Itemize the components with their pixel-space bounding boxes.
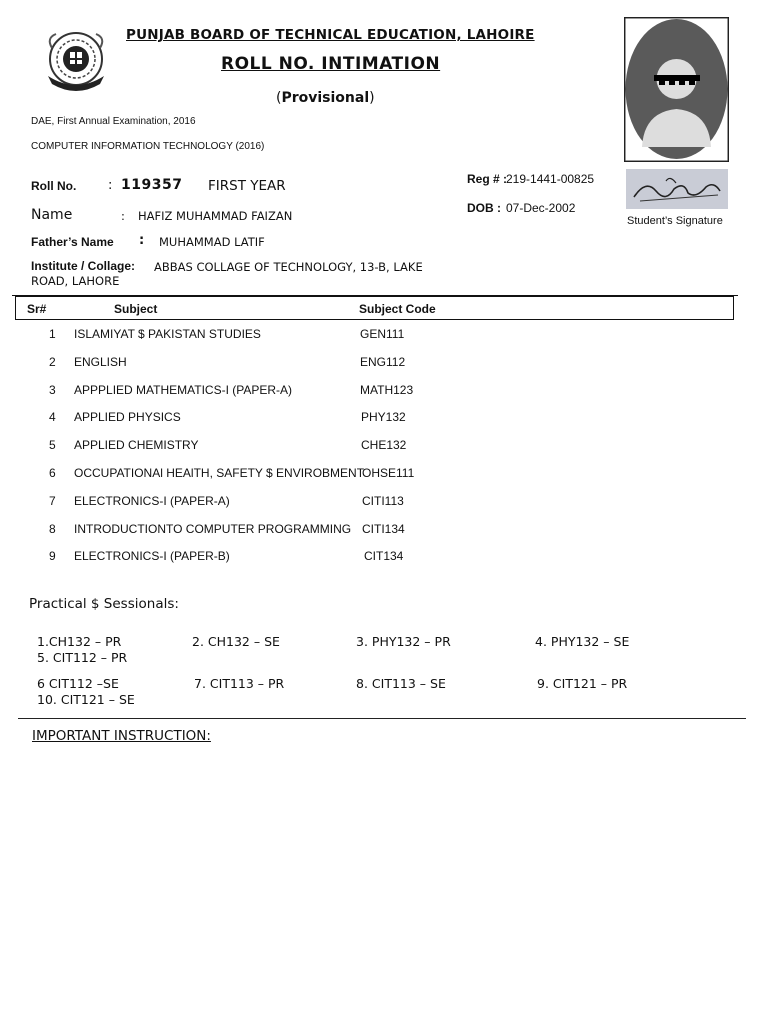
row-subject: APPLIED CHEMISTRY: [74, 438, 199, 453]
board-name: PUNJAB BOARD OF TECHNICAL EDUCATION, LAHOIRE: [126, 27, 535, 43]
header-subject: Subject: [114, 302, 158, 316]
practical-item: 4. PHY132 – SE: [535, 634, 630, 649]
important-instruction-heading: IMPORTANT INSTRUCTION:: [32, 728, 211, 744]
signature-caption: Student’s Signature: [627, 215, 723, 227]
row-sr: 3: [49, 382, 56, 397]
row-subject: ISLAMIYAT $ PAKISTAN STUDIES: [74, 327, 261, 341]
header-sr: Sr#: [27, 302, 47, 316]
institute-label: Institute / Collage:: [31, 259, 136, 273]
table-row: [0, 522, 768, 542]
header-subject-code: Subject Code: [359, 302, 436, 316]
row-sr: 8: [49, 521, 56, 536]
row-subject: OCCUPATIONAl HEAlTH, SAFETY $ ENVIROBMENT: [74, 466, 365, 480]
document-title: ROLL NO. INTIMATION: [221, 54, 441, 74]
practical-item: 1.CH132 – PR: [37, 634, 122, 649]
table-row: [0, 327, 768, 347]
row-subject-code: MATH123: [360, 382, 414, 397]
row-subject-code: CITI134: [362, 521, 405, 536]
table-row: [0, 549, 768, 569]
institute-line-2: ROAD, LAHORE: [31, 274, 120, 288]
father-name: MUHAMMAD LATIF: [159, 235, 265, 249]
student-signature: [626, 169, 728, 209]
row-subject: ELECTRONICS-I (PAPER-A): [74, 493, 230, 508]
institute-line-1: ABBAS COLLAGE OF TECHNOLOGY, 13-B, LAKE: [154, 260, 423, 274]
row-subject: INTRODUCTIONTO COMPUTER PROGRAMMING: [74, 521, 352, 536]
row-subject-code: CHE132: [361, 438, 407, 453]
row-sr: 4: [49, 410, 56, 425]
section-divider: [18, 718, 746, 719]
roll-no-label: Roll No.: [31, 179, 77, 193]
practical-item: 3. PHY132 – PR: [356, 634, 451, 649]
row-subject-code: CITI113: [362, 493, 404, 508]
table-row: [0, 383, 768, 403]
program-name: COMPUTER INFORMATION TECHNOLOGY (2016): [31, 141, 265, 152]
row-sr: 7: [49, 493, 56, 508]
table-row: [0, 355, 768, 375]
dob-value: 07-Dec-2002: [506, 201, 576, 215]
practical-item: 10. CIT121 – SE: [37, 692, 135, 707]
table-row: [0, 466, 768, 486]
row-sr: 5: [49, 438, 56, 453]
subjects-table-header: [15, 296, 734, 320]
roll-no-value: 119357: [121, 177, 183, 193]
practical-item: 6 CIT112 –SE: [37, 676, 119, 691]
row-sr: 2: [49, 354, 56, 369]
student-photo: [624, 17, 729, 162]
reg-number: 219-1441-00825: [506, 172, 595, 186]
practical-item: 9. CIT121 – PR: [537, 676, 628, 691]
practical-item: 2. CH132 – SE: [192, 634, 280, 649]
table-row: [0, 410, 768, 430]
table-row: [0, 494, 768, 514]
row-sr: 9: [49, 549, 56, 564]
father-name-separator: :: [139, 233, 145, 248]
student-name: HAFIZ MUHAMMAD FAIZAN: [138, 209, 293, 223]
reg-label: Reg # :: [467, 172, 508, 186]
row-subject-code: ENG112: [360, 354, 406, 369]
father-name-label: Father’s Name: [31, 235, 114, 249]
row-subject: APPPLIED MATHEMATICS-I (PAPER-A): [74, 382, 293, 397]
practical-item: 8. CIT113 – SE: [356, 676, 446, 691]
practical-item: 7. CIT113 – PR: [194, 676, 285, 691]
row-sr: 1: [49, 327, 56, 341]
row-subject-code: CIT134: [364, 549, 404, 564]
board-logo: [40, 28, 112, 92]
exam-name: DAE, First Annual Examination, 2016: [31, 116, 196, 127]
row-subject: APPLIED PHYSICS: [74, 410, 181, 425]
row-sr: 6: [49, 466, 56, 480]
name-label: Name: [31, 207, 73, 223]
row-subject: ELECTRONICS-I (PAPER-B): [74, 549, 230, 564]
practicals-heading: Practical $ Sessionals:: [29, 596, 179, 612]
row-subject-code: GEN111: [360, 327, 405, 341]
year-value: FIRST YEAR: [208, 178, 286, 194]
row-subject-code: PHY132: [361, 410, 406, 425]
roll-no-separator: :: [108, 178, 113, 193]
provisional-label: (Provisional): [276, 90, 375, 106]
row-subject: ENGLISH: [74, 354, 127, 369]
practical-item: 5. CIT112 – PR: [37, 650, 128, 665]
name-separator: :: [121, 209, 125, 223]
table-row: [0, 438, 768, 458]
row-subject-code: OHSE111: [362, 466, 415, 480]
dob-label: DOB :: [467, 201, 501, 215]
